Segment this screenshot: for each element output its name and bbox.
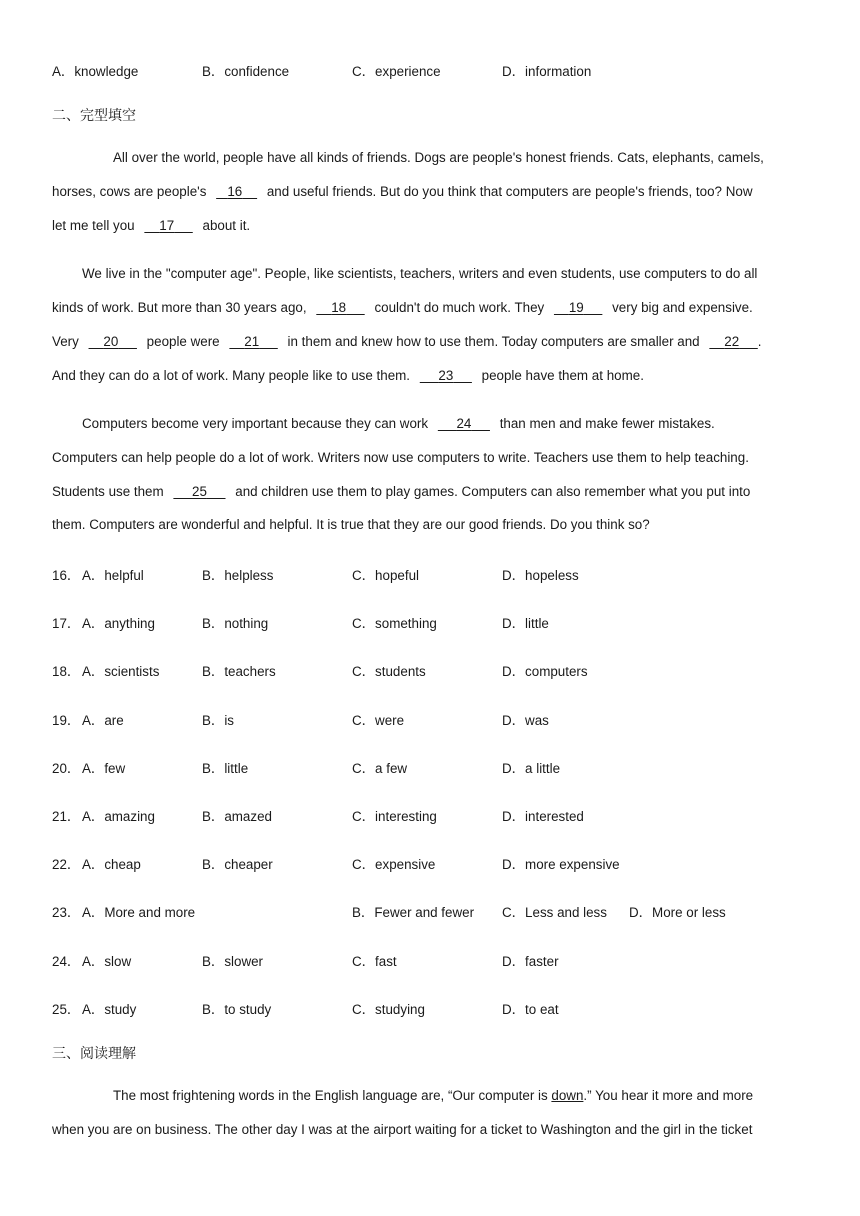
option-d: D．faster bbox=[502, 954, 559, 969]
blank-19: 19 bbox=[568, 300, 584, 315]
paragraph-line bbox=[82, 416, 715, 431]
option-c: C．interesting bbox=[352, 809, 437, 824]
paragraph-line bbox=[52, 484, 750, 499]
paragraph-line bbox=[52, 334, 762, 349]
text: about it. bbox=[202, 218, 251, 233]
blank-24: 24 bbox=[456, 416, 472, 431]
option-d: D．to eat bbox=[502, 1002, 559, 1017]
option-a: A．are bbox=[82, 713, 124, 728]
text: people have them at home. bbox=[481, 368, 644, 383]
option-b: B．Fewer and fewer bbox=[352, 905, 475, 920]
question-number: 24． bbox=[52, 954, 81, 969]
question-number: 17． bbox=[52, 616, 81, 631]
blank-23: 23 bbox=[438, 368, 454, 383]
text: The most frightening words in the English language are, “Our computer is bbox=[113, 1088, 552, 1103]
paragraph-line: Computers can help people do a lot of work. Writers now use computers to write. Teachers use them to help teaching. bbox=[52, 450, 749, 465]
blank-22: 22 bbox=[724, 334, 740, 349]
text: Computers become very important because they can work bbox=[82, 416, 429, 431]
paragraph-line bbox=[52, 300, 753, 315]
blank-16: 16 bbox=[227, 184, 243, 199]
text: horses, cows are people's bbox=[52, 184, 207, 199]
option-a: A．study bbox=[82, 1002, 137, 1017]
blank-18: 18 bbox=[331, 300, 347, 315]
blank-17: 17 bbox=[159, 218, 175, 233]
text: let me tell you bbox=[52, 218, 135, 233]
option-c: C．experience bbox=[352, 64, 441, 79]
option-d: D．a little bbox=[502, 761, 561, 776]
question-number: 20． bbox=[52, 761, 81, 776]
option-d: D．information bbox=[502, 64, 592, 79]
option-b: B．slower bbox=[202, 954, 264, 969]
blank-25: 25 bbox=[192, 484, 207, 499]
text: in them and knew how to use them. Today computers are smaller and bbox=[287, 334, 700, 349]
paragraph-line bbox=[52, 368, 644, 383]
underlined-word: down bbox=[551, 1088, 584, 1103]
option-a: A．helpful bbox=[82, 568, 144, 583]
option-b: B．helpless bbox=[202, 568, 274, 583]
text: people were bbox=[146, 334, 220, 349]
option-a: A．cheap bbox=[82, 857, 141, 872]
option-d: D．little bbox=[502, 616, 549, 631]
option-d: D．interested bbox=[502, 809, 584, 824]
paragraph-line: when you are on business. The other day I was at the airport waiting for a ticket to Washington and the girl in the ticket bbox=[52, 1122, 753, 1137]
option-d: D．more expensive bbox=[502, 857, 620, 872]
option-c: C．expensive bbox=[352, 857, 436, 872]
section-heading-cloze: 二、完型填空 bbox=[52, 107, 136, 123]
option-a: A．More and more bbox=[82, 905, 196, 920]
option-c: C．hopeful bbox=[352, 568, 419, 583]
text: than men and make fewer mistakes. bbox=[499, 416, 715, 431]
blank-21: 21 bbox=[244, 334, 260, 349]
paragraph-line: All over the world, people have all kinds of friends. Dogs are people's honest friends. Cats, elephants, camels, bbox=[113, 150, 764, 165]
option-a: A．scientists bbox=[82, 664, 160, 679]
text: .” You hear it more and more bbox=[583, 1088, 754, 1103]
option-c: C．studying bbox=[352, 1002, 425, 1017]
paragraph-line bbox=[52, 218, 250, 233]
option-c: C．something bbox=[352, 616, 437, 631]
text: very big and expensive. bbox=[612, 300, 753, 315]
question-number: 22． bbox=[52, 857, 81, 872]
option-b: B．teachers bbox=[202, 664, 276, 679]
blank-20: 20 bbox=[103, 334, 119, 349]
option-a: A．anything bbox=[82, 616, 155, 631]
option-c: C．fast bbox=[352, 954, 397, 969]
option-d: D．computers bbox=[502, 664, 588, 679]
option-d: D．was bbox=[502, 713, 549, 728]
option-c: C．students bbox=[352, 664, 426, 679]
option-b: B．cheaper bbox=[202, 857, 273, 872]
question-number: 16． bbox=[52, 568, 81, 583]
section-heading-reading: 三、阅读理解 bbox=[52, 1045, 136, 1061]
text: . bbox=[757, 334, 762, 349]
question-number: 19． bbox=[52, 713, 81, 728]
option-b: B．amazed bbox=[202, 809, 272, 824]
text: And they can do a lot of work. Many people like to use them. bbox=[52, 368, 411, 383]
text: and children use them to play games. Computers can also remember what you put into bbox=[235, 484, 751, 499]
paragraph-line bbox=[113, 1088, 753, 1103]
option-a: A．few bbox=[82, 761, 126, 776]
option-c: C．Less and less bbox=[502, 905, 607, 920]
paragraph-line: them. Computers are wonderful and helpful. It is true that they are our good friends. Do you think so? bbox=[52, 517, 650, 532]
option-b: B．nothing bbox=[202, 616, 269, 631]
question-number: 18． bbox=[52, 664, 81, 679]
option-d: D．More or less bbox=[629, 905, 726, 920]
text: and useful friends. But do you think that computers are people's friends, too? Now bbox=[266, 184, 753, 199]
text: Very bbox=[52, 334, 79, 349]
option-c: C．were bbox=[352, 713, 405, 728]
option-b: B．is bbox=[202, 713, 234, 728]
option-a: A．slow bbox=[82, 954, 132, 969]
option-a: A．knowledge bbox=[52, 64, 139, 79]
option-b: B．to study bbox=[202, 1002, 272, 1017]
text: kinds of work. But more than 30 years ago, bbox=[52, 300, 307, 315]
option-b: B．confidence bbox=[202, 64, 290, 79]
option-d: D．hopeless bbox=[502, 568, 579, 583]
text: couldn't do much work. They bbox=[374, 300, 545, 315]
option-b: B．little bbox=[202, 761, 249, 776]
question-number: 21． bbox=[52, 809, 81, 824]
question-number: 23． bbox=[52, 905, 81, 920]
option-c: C．a few bbox=[352, 761, 408, 776]
question-number: 25． bbox=[52, 1002, 81, 1017]
text: Students use them bbox=[52, 484, 164, 499]
paragraph-line: We live in the "computer age". People, like scientists, teachers, writers and even students, use computers to do all bbox=[82, 266, 758, 281]
option-a: A．amazing bbox=[82, 809, 155, 824]
paragraph-line bbox=[52, 184, 753, 199]
